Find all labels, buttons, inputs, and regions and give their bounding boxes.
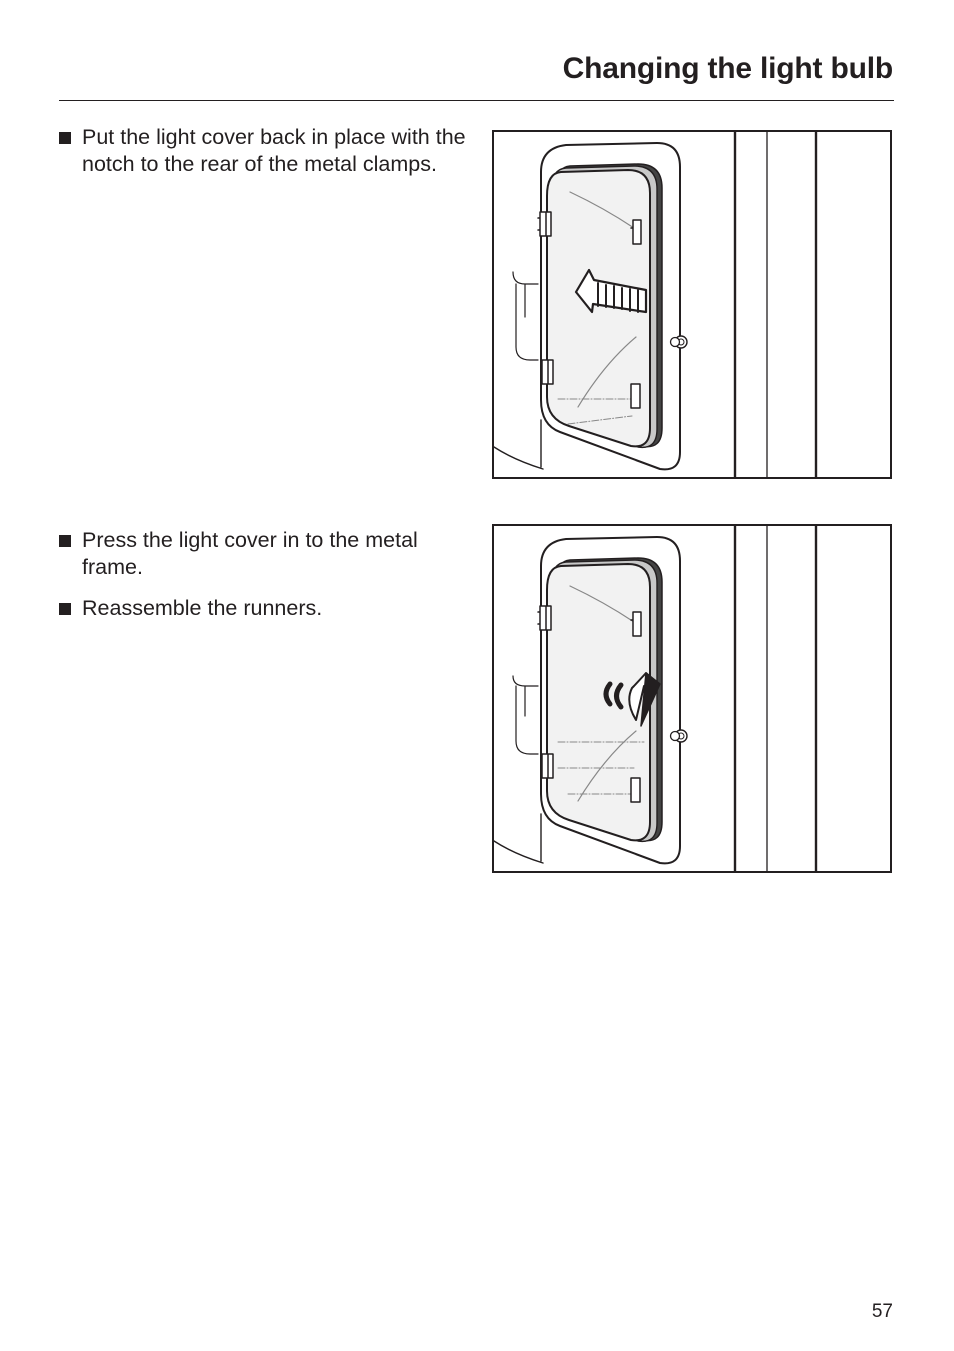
instruction-list-1 [59, 124, 469, 192]
instruction-item [59, 595, 469, 622]
illustration-slide-cover-back [492, 130, 892, 479]
instruction-text: Put the light cover back in place with the notch to the rear of the metal clamps. [82, 125, 466, 176]
page-title: Changing the light bulb [562, 52, 893, 85]
illustration-press-cover-in [492, 524, 892, 873]
instruction-item [59, 124, 469, 178]
instruction-list-2 [59, 527, 469, 636]
bullet-icon [59, 535, 71, 547]
instruction-item [59, 527, 469, 581]
header-divider [59, 100, 894, 101]
instruction-text: Press the light cover in to the metal frame. [82, 528, 418, 579]
bullet-icon [59, 603, 71, 615]
instruction-text: Reassemble the runners. [82, 596, 323, 620]
bullet-icon [59, 132, 71, 144]
page-number: 57 [871, 1301, 893, 1322]
